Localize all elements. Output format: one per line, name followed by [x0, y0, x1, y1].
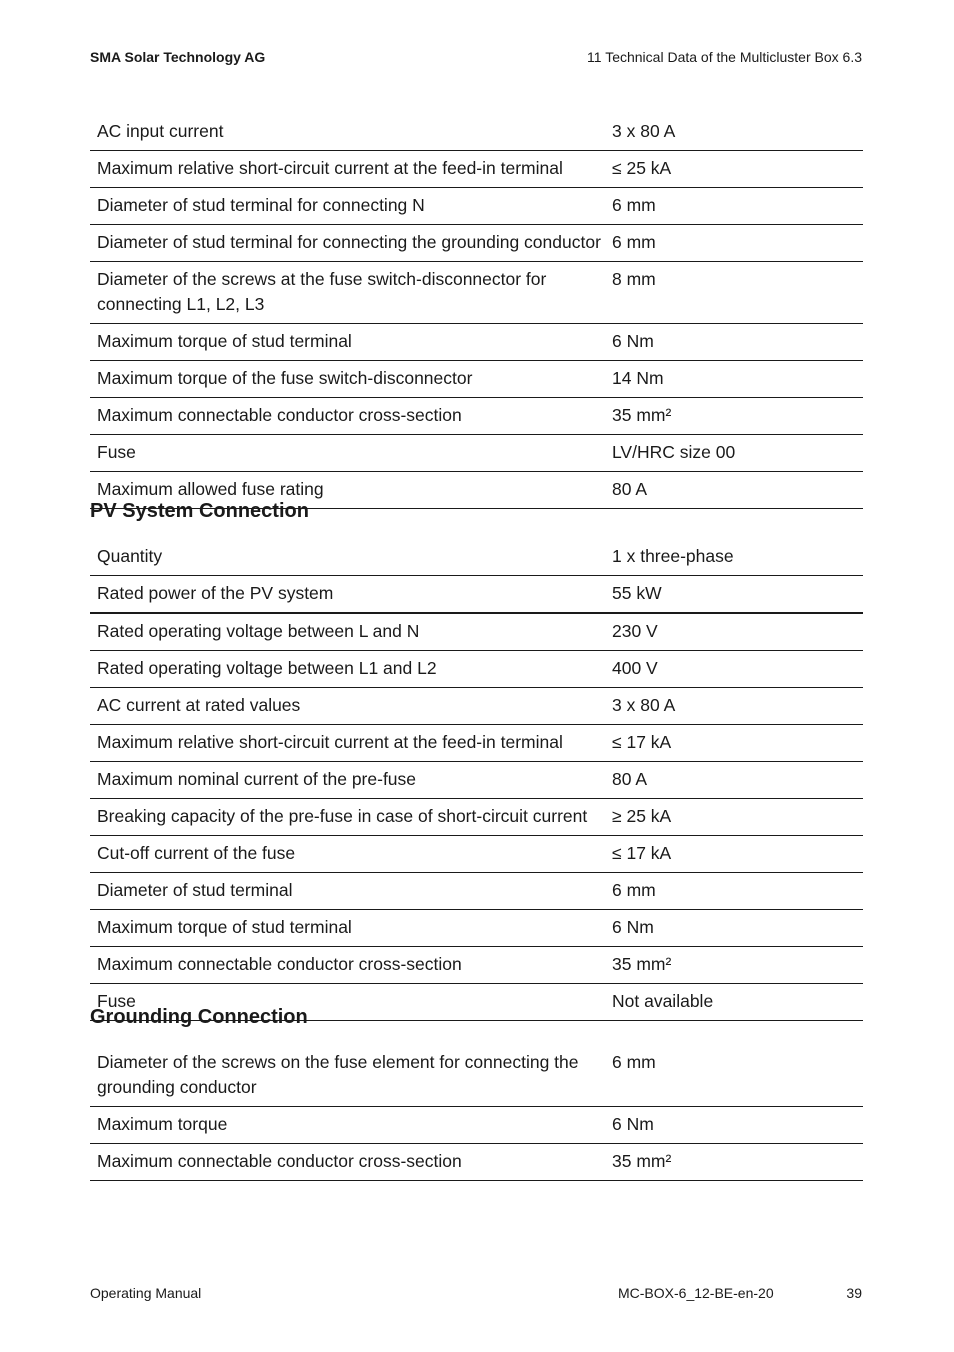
row-value: ≤ 17 kA — [605, 725, 863, 762]
row-label: Maximum relative short-circuit current at the feed-in terminal — [90, 725, 605, 762]
row-label: Fuse — [90, 435, 605, 472]
table-row — [90, 398, 863, 435]
row-label: Diameter of the screws on the fuse element for connecting the grounding conductor — [90, 1045, 605, 1107]
table-row — [90, 910, 863, 947]
row-label: Maximum connectable conductor cross-section — [90, 398, 605, 435]
row-value: 6 mm — [605, 188, 863, 225]
row-value: 55 kW — [605, 576, 863, 614]
row-value: 3 x 80 A — [605, 114, 863, 151]
row-value: 3 x 80 A — [605, 688, 863, 725]
table-row — [90, 361, 863, 398]
table-row — [90, 688, 863, 725]
row-label: Maximum connectable conductor cross-section — [90, 1144, 605, 1181]
table-row — [90, 188, 863, 225]
row-label: Maximum torque of the fuse switch-disconnector — [90, 361, 605, 398]
row-label: Maximum torque — [90, 1107, 605, 1144]
ac-spec-table — [90, 114, 863, 509]
row-label: Diameter of the screws at the fuse switch-disconnector for connecting L1, L2, L3 — [90, 262, 605, 324]
row-value: 400 V — [605, 651, 863, 688]
row-label: Maximum nominal current of the pre-fuse — [90, 762, 605, 799]
table-row — [90, 725, 863, 762]
row-label: AC current at rated values — [90, 688, 605, 725]
header-company: SMA Solar Technology AG — [90, 49, 266, 65]
row-value: 6 Nm — [605, 1107, 863, 1144]
table-row — [90, 947, 863, 984]
row-value: 230 V — [605, 613, 863, 651]
row-value: 35 mm² — [605, 398, 863, 435]
row-value: 35 mm² — [605, 947, 863, 984]
header-chapter: 11 Technical Data of the Multicluster Box 6.3 — [587, 49, 862, 65]
row-label: Rated operating voltage between L and N — [90, 613, 605, 651]
row-label: Maximum relative short-circuit current at the feed-in terminal — [90, 151, 605, 188]
row-label: Maximum connectable conductor cross-section — [90, 947, 605, 984]
row-value: 14 Nm — [605, 361, 863, 398]
row-label: Diameter of stud terminal for connecting the grounding conductor — [90, 225, 605, 262]
table-row — [90, 836, 863, 873]
table-row — [90, 225, 863, 262]
table-row — [90, 762, 863, 799]
section-title-pv: PV System Connection — [90, 500, 309, 522]
row-value: ≤ 25 kA — [605, 151, 863, 188]
row-label: Maximum allowed fuse rating — [90, 472, 605, 509]
row-label: Maximum torque of stud terminal — [90, 324, 605, 361]
table-row — [90, 151, 863, 188]
row-label: Cut-off current of the fuse — [90, 836, 605, 873]
table-row — [90, 1144, 863, 1181]
row-value: 1 x three-phase — [605, 539, 863, 576]
table-row — [90, 613, 863, 651]
page-number: 39 — [846, 1285, 862, 1301]
row-value: ≥ 25 kA — [605, 799, 863, 836]
table-row — [90, 651, 863, 688]
row-value: 35 mm² — [605, 1144, 863, 1181]
row-value: 6 Nm — [605, 324, 863, 361]
row-label: Maximum torque of stud terminal — [90, 910, 605, 947]
footer-doc-id: MC-BOX-6_12-BE-en-20 — [618, 1285, 774, 1301]
footer-manual: Operating Manual — [90, 1285, 202, 1301]
row-value: LV/HRC size 00 — [605, 435, 863, 472]
row-label: Fuse — [90, 984, 605, 1021]
grounding-spec-table — [90, 1045, 863, 1181]
row-value: 6 mm — [605, 873, 863, 910]
table-row — [90, 873, 863, 910]
row-label: Rated power of the PV system — [90, 576, 605, 614]
row-value: 80 A — [605, 472, 863, 509]
table-row — [90, 262, 863, 324]
row-value: ≤ 17 kA — [605, 836, 863, 873]
row-value: 80 A — [605, 762, 863, 799]
table-row — [90, 324, 863, 361]
section-title-grounding: Grounding Connection — [90, 1006, 308, 1028]
row-value: 6 mm — [605, 225, 863, 262]
table-row — [90, 539, 863, 576]
table-row — [90, 1045, 863, 1107]
pv-spec-table — [90, 539, 863, 1021]
row-value: Not available — [605, 984, 863, 1021]
table-row — [90, 799, 863, 836]
row-label: Diameter of stud terminal — [90, 873, 605, 910]
row-value: 6 Nm — [605, 910, 863, 947]
row-label: Breaking capacity of the pre-fuse in case of short-circuit current — [90, 799, 605, 836]
row-label: AC input current — [90, 114, 605, 151]
row-value: 6 mm — [605, 1045, 863, 1107]
table-row — [90, 435, 863, 472]
row-value: 8 mm — [605, 262, 863, 324]
table-row — [90, 576, 863, 614]
row-label: Rated operating voltage between L1 and L2 — [90, 651, 605, 688]
table-row — [90, 114, 863, 151]
row-label: Quantity — [90, 539, 605, 576]
table-row — [90, 1107, 863, 1144]
row-label: Diameter of stud terminal for connecting N — [90, 188, 605, 225]
